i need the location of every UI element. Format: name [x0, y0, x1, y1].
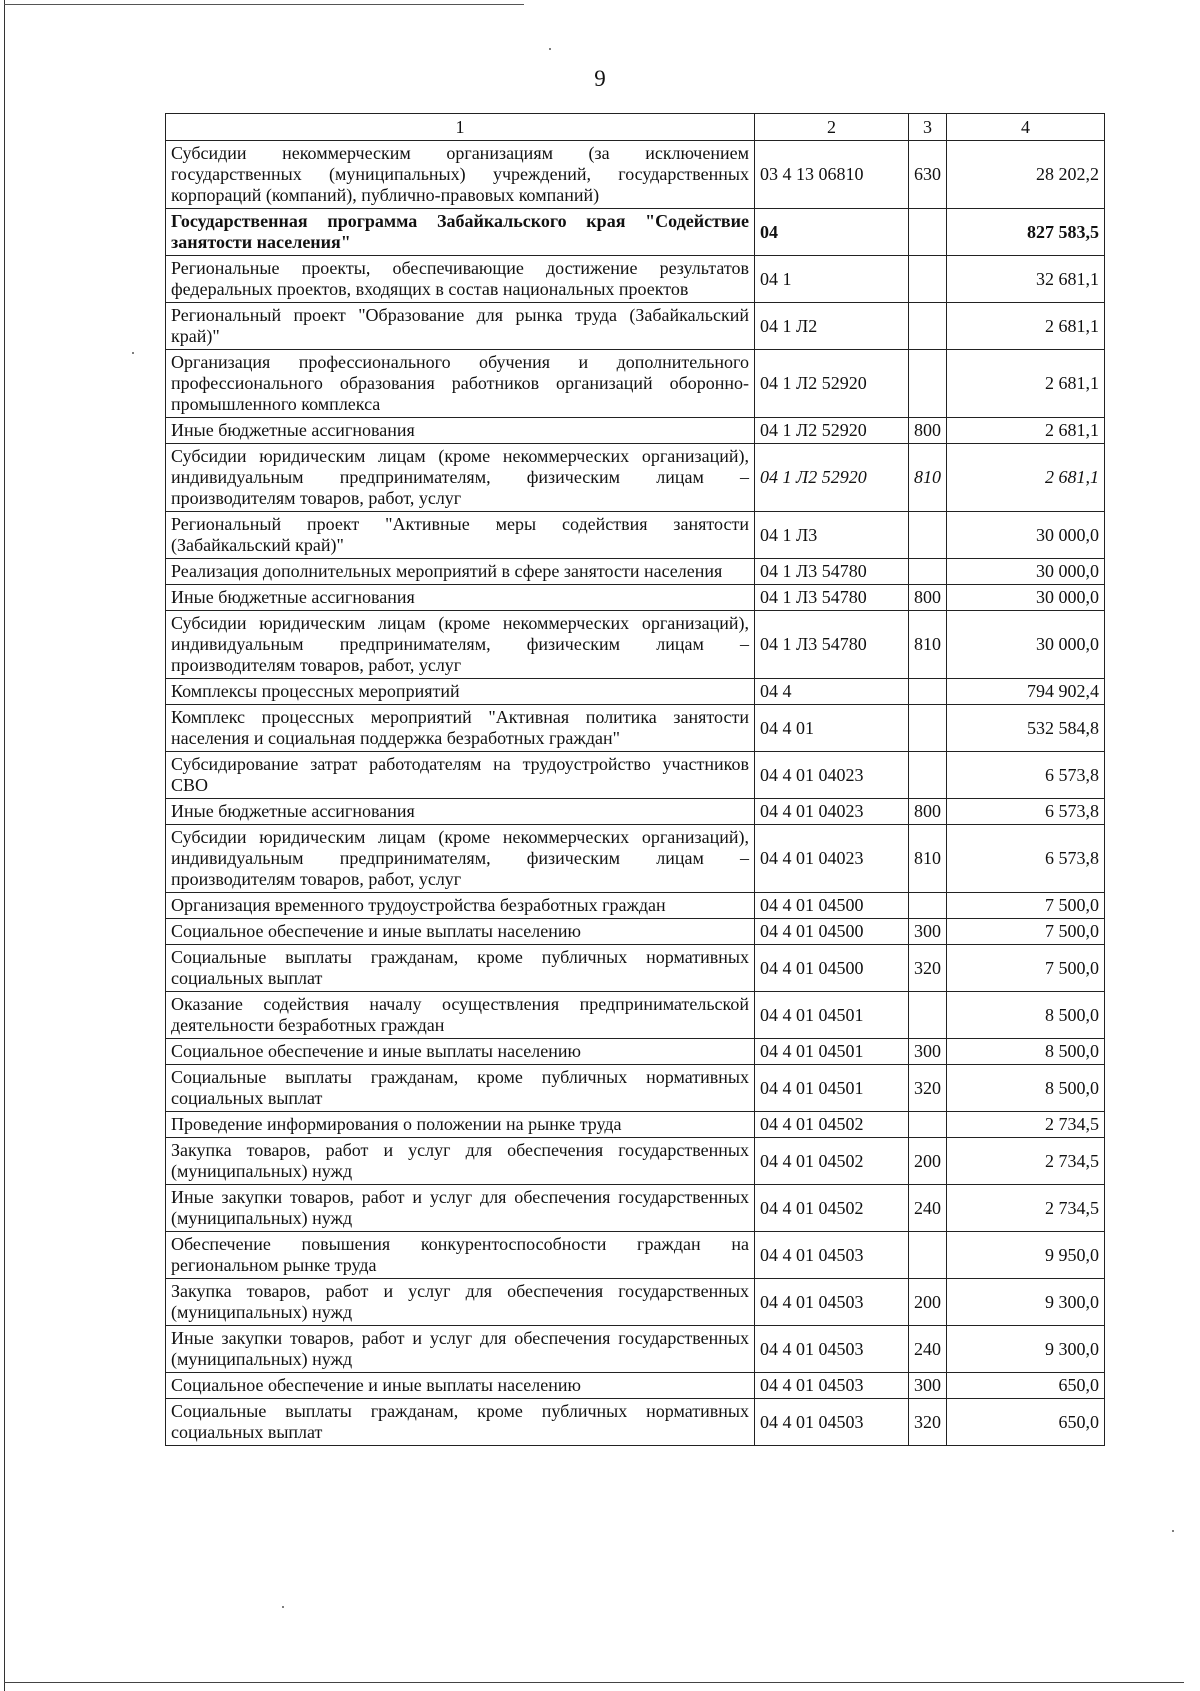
row-code-cell: 04 4 01 04023 — [755, 825, 909, 893]
row-code-cell: 04 4 01 04501 — [755, 1039, 909, 1065]
scan-speck — [282, 1606, 284, 1608]
row-amount-cell: 2 681,1 — [947, 350, 1105, 418]
table-row — [166, 512, 1105, 559]
table-row — [166, 1185, 1105, 1232]
table-row — [166, 1065, 1105, 1112]
row-code-cell: 04 1 Л3 54780 — [755, 611, 909, 679]
table-row — [166, 1279, 1105, 1326]
table-row — [166, 256, 1105, 303]
table-row — [166, 705, 1105, 752]
table-row — [166, 350, 1105, 418]
table-header-row — [166, 114, 1105, 141]
row-type-cell — [909, 705, 947, 752]
row-type-cell: 320 — [909, 1399, 947, 1446]
row-amount-cell: 28 202,2 — [947, 141, 1105, 209]
row-amount-cell: 6 573,8 — [947, 799, 1105, 825]
row-type-cell: 320 — [909, 1065, 947, 1112]
table-row — [166, 992, 1105, 1039]
row-code-cell: 04 1 Л3 54780 — [755, 559, 909, 585]
table-row — [166, 945, 1105, 992]
row-code-cell: 04 1 Л2 52920 — [755, 350, 909, 418]
table-row — [166, 1326, 1105, 1373]
table-row — [166, 919, 1105, 945]
row-type-cell — [909, 303, 947, 350]
table-row — [166, 1039, 1105, 1065]
row-name-cell: Субсидирование затрат работодателям на трудоустройство участников СВО — [166, 752, 755, 799]
row-amount-cell: 7 500,0 — [947, 919, 1105, 945]
row-code-cell: 04 4 01 04503 — [755, 1326, 909, 1373]
row-code-cell: 04 4 01 — [755, 705, 909, 752]
row-name-cell: Организация профессионального обучения и дополнительного профессионального образования работников организаций оборонно-промышленного комплекса — [166, 350, 755, 418]
scan-speck — [1172, 1530, 1174, 1532]
row-amount-cell: 2 734,5 — [947, 1112, 1105, 1138]
row-amount-cell: 32 681,1 — [947, 256, 1105, 303]
row-type-cell: 810 — [909, 611, 947, 679]
table-row — [166, 1399, 1105, 1446]
row-name-cell: Проведение информирования о положении на рынке труда — [166, 1112, 755, 1138]
table-row — [166, 1373, 1105, 1399]
row-code-cell: 04 4 01 04502 — [755, 1112, 909, 1138]
row-name-cell: Региональные проекты, обеспечивающие достижение результатов федеральных проектов, входящих в состав национальных проектов — [166, 256, 755, 303]
row-type-cell: 320 — [909, 945, 947, 992]
row-code-cell: 04 1 Л2 52920 — [755, 444, 909, 512]
row-name-cell: Социальное обеспечение и иные выплаты населению — [166, 919, 755, 945]
row-name-cell: Субсидии юридическим лицам (кроме некоммерческих организаций), индивидуальным предпринимателям, физическим лицам – производителям товаров, работ, услуг — [166, 825, 755, 893]
column-header-type: 3 — [909, 114, 947, 141]
row-amount-cell: 8 500,0 — [947, 1065, 1105, 1112]
row-name-cell: Социальное обеспечение и иные выплаты населению — [166, 1039, 755, 1065]
row-name-cell: Реализация дополнительных мероприятий в сфере занятости населения — [166, 559, 755, 585]
row-type-cell — [909, 209, 947, 256]
row-type-cell: 240 — [909, 1185, 947, 1232]
row-amount-cell: 794 902,4 — [947, 679, 1105, 705]
column-header-code: 2 — [755, 114, 909, 141]
row-type-cell: 810 — [909, 825, 947, 893]
row-code-cell: 04 1 Л3 — [755, 512, 909, 559]
row-code-cell: 04 1 Л3 54780 — [755, 585, 909, 611]
column-header-amount: 4 — [947, 114, 1105, 141]
scan-speck — [549, 48, 551, 50]
row-type-cell — [909, 679, 947, 705]
row-name-cell: Иные закупки товаров, работ и услуг для обеспечения государственных (муниципальных) нужд — [166, 1326, 755, 1373]
table-row — [166, 752, 1105, 799]
row-amount-cell: 6 573,8 — [947, 752, 1105, 799]
row-type-cell: 630 — [909, 141, 947, 209]
row-amount-cell: 532 584,8 — [947, 705, 1105, 752]
row-amount-cell: 8 500,0 — [947, 1039, 1105, 1065]
row-name-cell: Государственная программа Забайкальского края "Содействие занятости населения" — [166, 209, 755, 256]
row-amount-cell: 8 500,0 — [947, 992, 1105, 1039]
row-code-cell: 04 — [755, 209, 909, 256]
row-amount-cell: 30 000,0 — [947, 512, 1105, 559]
table-row — [166, 444, 1105, 512]
table-row — [166, 893, 1105, 919]
table-row — [166, 679, 1105, 705]
table-row — [166, 825, 1105, 893]
row-name-cell: Социальные выплаты гражданам, кроме публичных нормативных социальных выплат — [166, 1399, 755, 1446]
row-name-cell: Обеспечение повышения конкурентоспособности граждан на региональном рынке труда — [166, 1232, 755, 1279]
row-code-cell: 04 4 01 04503 — [755, 1232, 909, 1279]
table-row — [166, 1232, 1105, 1279]
row-amount-cell: 650,0 — [947, 1373, 1105, 1399]
row-amount-cell: 30 000,0 — [947, 585, 1105, 611]
table-row — [166, 303, 1105, 350]
row-name-cell: Закупка товаров, работ и услуг для обеспечения государственных (муниципальных) нужд — [166, 1138, 755, 1185]
row-type-cell: 800 — [909, 585, 947, 611]
row-name-cell: Комплексы процессных мероприятий — [166, 679, 755, 705]
row-type-cell — [909, 512, 947, 559]
row-amount-cell: 2 734,5 — [947, 1138, 1105, 1185]
row-type-cell: 300 — [909, 1373, 947, 1399]
row-code-cell: 04 4 01 04502 — [755, 1138, 909, 1185]
row-amount-cell: 9 300,0 — [947, 1279, 1105, 1326]
row-name-cell: Иные бюджетные ассигнования — [166, 418, 755, 444]
row-name-cell: Организация временного трудоустройства безработных граждан — [166, 893, 755, 919]
row-code-cell: 04 1 Л2 52920 — [755, 418, 909, 444]
row-amount-cell: 7 500,0 — [947, 893, 1105, 919]
scan-frame-top-edge — [4, 4, 524, 5]
table-row — [166, 141, 1105, 209]
table-row — [166, 209, 1105, 256]
row-amount-cell: 827 583,5 — [947, 209, 1105, 256]
row-code-cell: 04 4 01 04500 — [755, 945, 909, 992]
scan-frame-left-edge — [4, 0, 5, 1691]
row-name-cell: Субсидии некоммерческим организациям (за исключением государственных (муниципальных) учреждений, государственных корпораций (компаний), публично-правовых компаний) — [166, 141, 755, 209]
row-type-cell — [909, 893, 947, 919]
row-code-cell: 04 4 01 04502 — [755, 1185, 909, 1232]
row-name-cell: Закупка товаров, работ и услуг для обеспечения государственных (муниципальных) нужд — [166, 1279, 755, 1326]
table-row — [166, 611, 1105, 679]
row-name-cell: Иные бюджетные ассигнования — [166, 799, 755, 825]
row-code-cell: 04 4 01 04503 — [755, 1399, 909, 1446]
row-type-cell — [909, 1112, 947, 1138]
row-code-cell: 04 4 01 04500 — [755, 919, 909, 945]
table-row — [166, 559, 1105, 585]
row-name-cell: Оказание содействия началу осуществления предпринимательской деятельности безработных граждан — [166, 992, 755, 1039]
row-name-cell: Региональный проект "Образование для рынка труда (Забайкальский край)" — [166, 303, 755, 350]
table-body — [166, 141, 1105, 1446]
row-code-cell: 04 4 01 04501 — [755, 1065, 909, 1112]
row-code-cell: 03 4 13 06810 — [755, 141, 909, 209]
row-type-cell: 300 — [909, 919, 947, 945]
row-name-cell: Комплекс процессных мероприятий "Активная политика занятости населения и социальная поддержка безработных граждан" — [166, 705, 755, 752]
row-code-cell: 04 4 01 04023 — [755, 752, 909, 799]
row-code-cell: 04 4 01 04023 — [755, 799, 909, 825]
row-amount-cell: 2 681,1 — [947, 444, 1105, 512]
row-type-cell — [909, 559, 947, 585]
table-row — [166, 799, 1105, 825]
row-amount-cell: 9 300,0 — [947, 1326, 1105, 1373]
row-name-cell: Иные бюджетные ассигнования — [166, 585, 755, 611]
table-row — [166, 585, 1105, 611]
row-type-cell: 800 — [909, 799, 947, 825]
row-code-cell: 04 4 01 04500 — [755, 893, 909, 919]
row-type-cell — [909, 752, 947, 799]
row-code-cell: 04 4 01 04501 — [755, 992, 909, 1039]
row-name-cell: Социальные выплаты гражданам, кроме публичных нормативных социальных выплат — [166, 945, 755, 992]
row-name-cell: Иные закупки товаров, работ и услуг для обеспечения государственных (муниципальных) нужд — [166, 1185, 755, 1232]
row-type-cell — [909, 992, 947, 1039]
row-amount-cell: 30 000,0 — [947, 611, 1105, 679]
row-name-cell: Социальные выплаты гражданам, кроме публичных нормативных социальных выплат — [166, 1065, 755, 1112]
row-code-cell: 04 4 01 04503 — [755, 1373, 909, 1399]
row-type-cell: 200 — [909, 1138, 947, 1185]
row-code-cell: 04 4 01 04503 — [755, 1279, 909, 1326]
row-type-cell — [909, 1232, 947, 1279]
row-code-cell: 04 1 Л2 — [755, 303, 909, 350]
table-row — [166, 1112, 1105, 1138]
row-type-cell: 800 — [909, 418, 947, 444]
row-code-cell: 04 1 — [755, 256, 909, 303]
row-name-cell: Субсидии юридическим лицам (кроме некоммерческих организаций), индивидуальным предпринимателям, физическим лицам – производителям товаров, работ, услуг — [166, 444, 755, 512]
row-name-cell: Социальное обеспечение и иные выплаты населению — [166, 1373, 755, 1399]
column-header-name: 1 — [166, 114, 755, 141]
row-amount-cell: 2 681,1 — [947, 303, 1105, 350]
page-number: 9 — [594, 66, 606, 91]
row-amount-cell: 7 500,0 — [947, 945, 1105, 992]
row-type-cell — [909, 350, 947, 418]
row-code-cell: 04 4 — [755, 679, 909, 705]
row-type-cell — [909, 256, 947, 303]
row-amount-cell: 30 000,0 — [947, 559, 1105, 585]
row-type-cell: 200 — [909, 1279, 947, 1326]
budget-table — [165, 113, 1105, 1446]
scan-speck — [132, 352, 134, 354]
row-type-cell: 300 — [909, 1039, 947, 1065]
row-amount-cell: 9 950,0 — [947, 1232, 1105, 1279]
row-amount-cell: 2 681,1 — [947, 418, 1105, 444]
row-amount-cell: 650,0 — [947, 1399, 1105, 1446]
row-name-cell: Субсидии юридическим лицам (кроме некоммерческих организаций), индивидуальным предпринимателям, физическим лицам – производителям товаров, работ, услуг — [166, 611, 755, 679]
table-row — [166, 418, 1105, 444]
row-amount-cell: 6 573,8 — [947, 825, 1105, 893]
row-type-cell: 240 — [909, 1326, 947, 1373]
row-type-cell: 810 — [909, 444, 947, 512]
row-amount-cell: 2 734,5 — [947, 1185, 1105, 1232]
table-row — [166, 1138, 1105, 1185]
scan-frame-bottom-edge — [4, 1682, 1184, 1683]
row-name-cell: Региональный проект "Активные меры содействия занятости (Забайкальский край)" — [166, 512, 755, 559]
